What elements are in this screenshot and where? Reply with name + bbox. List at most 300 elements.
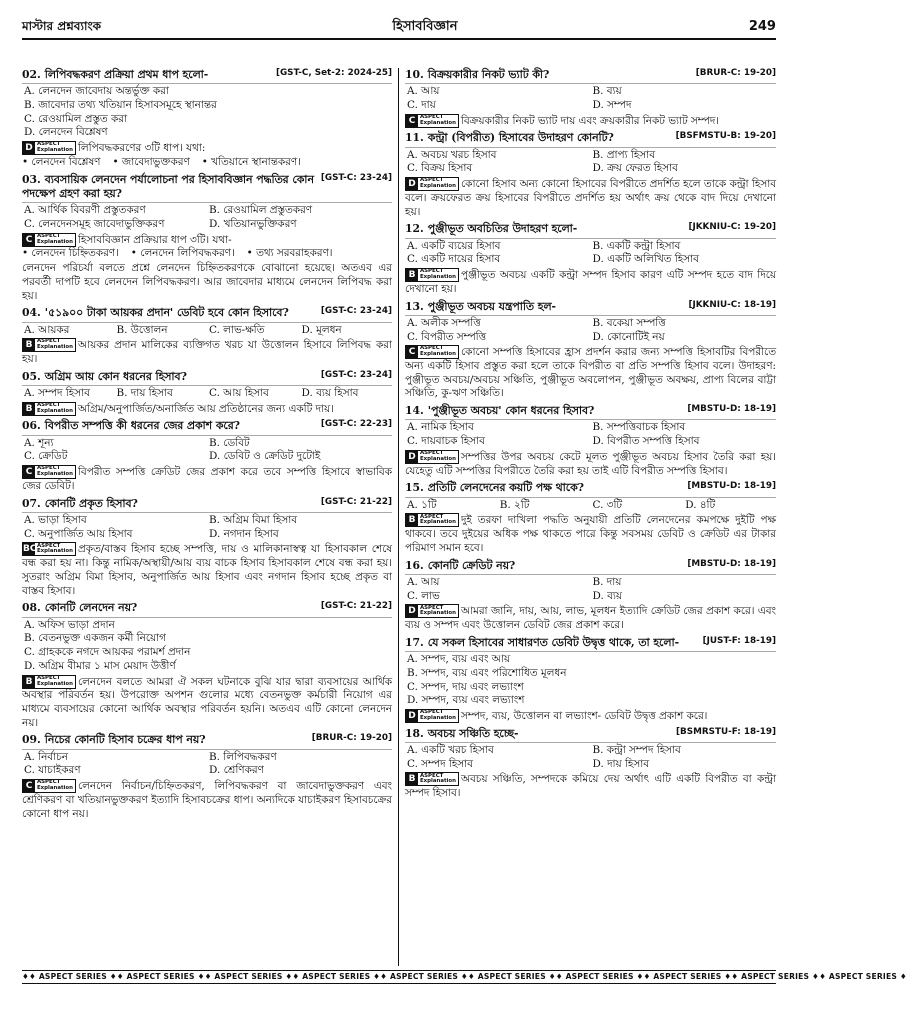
option: A. অফিস ভাড়া প্রদান xyxy=(24,618,115,631)
option: B. কন্ট্রা সম্পদ হিসাব xyxy=(592,743,681,756)
aspect-label-top: ASPECT xyxy=(37,232,61,239)
aspect-label-bottom: Explanation xyxy=(37,785,73,792)
question-text-wrap xyxy=(405,222,684,236)
question-block xyxy=(22,306,392,366)
explanation xyxy=(405,772,776,800)
aspect-label xyxy=(35,339,75,351)
options-list xyxy=(405,149,776,176)
aspect-label xyxy=(35,234,75,246)
options-list xyxy=(22,85,392,140)
bullet-item: • জাবেদাভুক্তকরণ xyxy=(112,155,190,168)
aspect-label-top: ASPECT xyxy=(420,177,444,184)
question-header xyxy=(22,306,392,322)
aspect-label xyxy=(418,606,458,618)
option: A. সম্পদ হিসাব xyxy=(24,387,90,399)
options-list xyxy=(405,576,776,603)
option: A. আর্থিক বিবরণী প্রস্তুতকরণ xyxy=(24,204,146,217)
option: C. গ্রাহককে নগদে আয়কর পরামর্শ প্রদান xyxy=(24,646,191,659)
question-number: 16. xyxy=(405,558,424,572)
option: B. সম্পদ, ব্যয় এবং পরিশোধিত মূলধন xyxy=(407,666,567,679)
option: D. লেনদেন বিশ্লেষণ xyxy=(24,126,108,139)
question-text: কোনটি ক্রেডিট নয়? xyxy=(427,558,516,572)
option: C. অনুপার্জিত আয় হিসাব xyxy=(24,527,133,540)
option: B. লিপিবদ্ধকরণ xyxy=(209,750,277,763)
option: B. সম্পত্তিবাচক হিসাব xyxy=(592,421,686,434)
question-header xyxy=(405,404,776,420)
explanation-text: অগ্রিম/অনুপার্জিত/অনার্জিত আয় প্রতিষ্ঠানের জন্য একটি দায়। xyxy=(77,402,334,415)
aspect-label-top: ASPECT xyxy=(37,338,61,345)
question-text: কোনটি লেনদেন নয়? xyxy=(44,601,138,615)
option: A. সম্পদ, ব্যয় এবং আয় xyxy=(407,653,511,666)
option: D. ৪টি xyxy=(685,498,716,511)
page-header xyxy=(22,16,776,40)
question-block xyxy=(405,727,776,801)
question-number: 05. xyxy=(22,369,41,383)
option: C. রেওয়ামিল প্রস্তুত করা xyxy=(24,112,128,125)
question-text: 'পুঞ্জীভূত অবচয়' কোন ধরনের হিসাব? xyxy=(427,404,595,418)
options-list xyxy=(22,751,392,778)
option: B. দায় হিসাব xyxy=(116,387,173,399)
aspect-label xyxy=(418,515,458,527)
option: D. ক্রয় ফেরত হিসাব xyxy=(592,162,678,175)
answer-badge xyxy=(405,268,459,282)
question-block xyxy=(405,68,776,128)
question-header xyxy=(405,636,776,652)
question-source: [BRUR-C: 19-20] xyxy=(311,733,392,744)
question-block xyxy=(22,68,392,170)
option: B. রেওয়ামিল প্রস্তুতকরণ xyxy=(209,204,313,217)
question-source: [GST-C: 21-22] xyxy=(320,496,392,507)
question-text-wrap xyxy=(405,727,672,741)
options-list xyxy=(22,514,392,541)
question-text: বিপরীত সম্পত্তি কী ধরনের জের প্রকাশ করে? xyxy=(44,419,240,433)
answer-badge xyxy=(405,114,459,128)
question-text-wrap xyxy=(405,636,699,650)
question-text: প্রতিটি লেনদেনের কয়টি পক্ষ থাকে? xyxy=(427,481,584,495)
question-header xyxy=(22,173,392,204)
answer-letter: B xyxy=(23,339,35,351)
explanation-text: প্রকৃত/বাস্তব হিসাব হচ্ছে সম্পত্তি, দায় ও মালিকানাস্বত্ব যা হিসাবকাল শেষে বন্ধ করা হয় না। কিন্তু নামিক/অস্থায়ী/আয় ব্যয় বাচক হিসাব হিসাবকাল শেষে বন্ধ করা হয়। সুতরাং অগ্রিম বিমা হিসাব, অনুপার্জিত আয় হিসাব এবং নগদান হিসাব হচ্ছে প্রকৃত বা বাস্তব হিসাব। xyxy=(22,543,392,597)
option: D. একটি অলিখিত হিসাব xyxy=(592,253,699,266)
explanation xyxy=(22,542,392,598)
option: A. আয়কর xyxy=(24,323,70,336)
explanation xyxy=(405,268,776,296)
answer-badge xyxy=(22,542,76,556)
left-column xyxy=(22,68,399,966)
explanation xyxy=(22,141,392,156)
answer-letter: D xyxy=(406,710,418,722)
option: B. ব্যয় xyxy=(592,85,622,98)
option: B. দায় xyxy=(592,575,622,588)
answer-letter: C xyxy=(23,466,35,478)
option: A. একটি ব্যয়ের হিসাব xyxy=(407,239,501,252)
question-text: অবচয় সঞ্চিতি হচ্ছে- xyxy=(427,726,519,740)
aspect-label-top: ASPECT xyxy=(37,674,61,681)
question-block xyxy=(405,559,776,633)
question-number: 13. xyxy=(405,299,424,313)
options-list xyxy=(405,499,776,513)
option: D. মূলধন xyxy=(301,323,342,336)
option: C. দায়বাচক হিসাব xyxy=(407,435,485,448)
question-number: 11. xyxy=(405,131,424,145)
question-source: [MBSTU-D: 18-19] xyxy=(687,558,776,569)
aspect-label-bottom: Explanation xyxy=(37,238,73,245)
option: D. খতিয়ানভুক্তিকরণ xyxy=(209,217,297,230)
options-list xyxy=(405,744,776,771)
question-text: কন্ট্রা (বিপরীত) হিসাবের উদাহরণ কোনটি? xyxy=(427,131,614,145)
aspect-label-bottom: Explanation xyxy=(420,119,456,126)
option: C. একটি দায়ের হিসাব xyxy=(407,253,501,266)
question-text-wrap xyxy=(405,68,692,82)
aspect-label-top: ASPECT xyxy=(37,465,61,472)
question-block xyxy=(22,601,392,730)
aspect-label xyxy=(35,780,75,792)
question-text: যে সকল হিসাবের সাধারণত ডেবিট উদ্বৃত্ত থাকে, তা হলো- xyxy=(427,635,680,649)
explanation-text: সম্পত্তির উপর অবচয় কেটে মূলত পুঞ্জীভূত অবচয় হিসাব তৈরি করা হয়। যেহেতু এটি সম্পত্তির বিপরীতে তৈরি করা হয় তাই এটি বিপরীত সম্পত্তি হিসাব। xyxy=(405,450,776,477)
question-header xyxy=(405,727,776,743)
explanation-text: বিক্রয়কারীর নিকট ভ্যাট দায় এবং ক্রয়কারীর নিকট ভ্যাট সম্পদ। xyxy=(460,114,720,127)
option: C. বিক্রয় হিসাব xyxy=(407,162,473,175)
question-block xyxy=(405,636,776,724)
question-header xyxy=(405,559,776,575)
question-number: 04. xyxy=(22,306,41,320)
explanation xyxy=(22,338,392,366)
question-number: 12. xyxy=(405,222,424,236)
aspect-label xyxy=(418,710,458,722)
explanation-text: লিপিবদ্ধকরণের ৩টি ধাপ। যথা: xyxy=(77,142,206,155)
aspect-label xyxy=(418,774,458,786)
question-block xyxy=(22,733,392,821)
option: A. ১টি xyxy=(407,498,437,511)
aspect-label xyxy=(35,466,75,478)
question-text: নিচের কোনটি হিসাব চক্রের ধাপ নয়? xyxy=(44,733,206,747)
question-number: 17. xyxy=(405,635,424,649)
explanation-text: লেনদেন নির্বাচন/চিহ্নিতকরণ, লিপিবদ্ধকরণ বা জাবেদাভুক্তকরণ এবং শ্রেণিকরণ বা খতিয়ানভুক্তকরণ ইত্যাদি হিসাবচক্রের ধাপ। অন্যদিকে যাচাইকরণ হিসাবচক্রের কোনো ধাপ নয়। xyxy=(22,780,392,820)
question-text-wrap xyxy=(22,173,317,202)
option: D. সম্পদ, ব্যয় এবং লভ্যাংশ xyxy=(407,694,525,707)
aspect-label-bottom: Explanation xyxy=(37,471,73,478)
explanation-extra: লেনদেন পরিচর্যা বলতে প্রশ্নে লেনদেন চিহ্নিতকরণকে বোঝানো হয়েছে। অতএব এর পরবর্তী দাপটি হবে লেনদেন লিপিবদ্ধকরণ। আর জাবেদার মাধ্যমে লেনদেন লিপিবদ্ধ করা হয়। xyxy=(22,262,392,302)
aspect-label-top: ASPECT xyxy=(420,604,444,611)
question-block xyxy=(22,419,392,493)
question-text-wrap xyxy=(405,404,683,418)
bullet-item: • লেনদেন লিপিবদ্ধকরণ। xyxy=(130,247,235,260)
answer-badge xyxy=(22,675,76,689)
option: B. বেতনভুক্ত একজন কর্মী নিয়োগ xyxy=(24,632,166,645)
aspect-label xyxy=(35,403,75,415)
question-source: [BRUR-C: 19-20] xyxy=(695,68,776,78)
explanation-text: দুই তরফা দাখিলা পদ্ধতি অনুযায়ী প্রতিটি লেনদেনের কমপক্ষে দুইটি পক্ষ থাকবে। তবে দুইয়ের অধিক পক্ষ থাকতে পারে কিন্তু সবসময় ডেবিট ও ক্রেডিট এর টাকার পরিমাণ সমান হবে। xyxy=(405,514,776,554)
aspect-label xyxy=(35,142,75,154)
bullet-item: • লেনদেন বিশ্লেষণ xyxy=(22,155,101,168)
explanation-text: অবচয় সঞ্চিতি, সম্পদকে কমিয়ে দেয় অর্থাৎ এটি একটি বিপরীত বা কন্ট্রা সম্পদ হিসাব। xyxy=(405,773,776,800)
question-text-wrap xyxy=(22,601,317,615)
answer-badge xyxy=(405,177,459,191)
option: A. ভাড়া হিসাব xyxy=(24,513,87,526)
aspect-label xyxy=(418,346,458,358)
bullet-item: • লেনদেন চিহ্নিতকরণ। xyxy=(22,247,119,260)
answer-badge xyxy=(405,513,459,527)
subject-title: হিসাববিজ্ঞান xyxy=(392,18,458,34)
question-header xyxy=(22,419,392,435)
explanation xyxy=(405,513,776,555)
question-header xyxy=(22,733,392,749)
question-block xyxy=(405,300,776,402)
answer-letter: B xyxy=(23,403,35,415)
aspect-label xyxy=(35,544,75,556)
answer-badge xyxy=(22,402,76,416)
question-source: [GST-C: 22-23] xyxy=(320,419,392,430)
question-source: [JUST-F: 18-19] xyxy=(702,635,776,646)
question-block xyxy=(405,481,776,555)
question-text-wrap xyxy=(405,300,684,314)
question-header xyxy=(22,68,392,84)
option: D. ব্যয় xyxy=(592,589,622,602)
aspect-label xyxy=(418,451,458,463)
bullet-list xyxy=(22,247,392,261)
explanation xyxy=(22,233,392,248)
answer-badge xyxy=(405,772,459,786)
answer-letter: BCD xyxy=(23,544,44,555)
question-source: [GST-C: 23-24] xyxy=(320,172,392,183)
option: A. একটি খরচ হিসাব xyxy=(407,743,494,756)
aspect-label-top: ASPECT xyxy=(420,345,444,352)
question-block xyxy=(405,404,776,478)
option: C. দায় xyxy=(407,98,436,111)
aspect-label-bottom: Explanation xyxy=(37,548,73,555)
options-list xyxy=(405,85,776,112)
question-number: 18. xyxy=(405,726,424,740)
option: D. বিপরীত সম্পত্তি হিসাব xyxy=(592,435,700,448)
explanation xyxy=(22,779,392,821)
question-block xyxy=(22,497,392,599)
question-text-wrap xyxy=(405,559,683,573)
explanation xyxy=(22,675,392,731)
option: B. উত্তোলন xyxy=(116,323,168,336)
option: B. বকেয়া সম্পত্তি xyxy=(592,316,666,329)
question-number: 06. xyxy=(22,419,41,433)
option: C. যাচাইকরণ xyxy=(24,764,81,777)
aspect-label-bottom: Explanation xyxy=(420,455,456,462)
aspect-label-top: ASPECT xyxy=(420,113,444,120)
answer-badge xyxy=(22,465,76,479)
question-header xyxy=(405,68,776,84)
question-source: [GST-C: 23-24] xyxy=(320,306,392,317)
question-text-wrap xyxy=(405,481,683,495)
options-list xyxy=(405,240,776,267)
answer-badge xyxy=(405,709,459,723)
question-text-wrap xyxy=(22,370,317,384)
aspect-label-bottom: Explanation xyxy=(420,519,456,526)
question-block xyxy=(22,173,392,304)
aspect-label xyxy=(35,676,75,688)
option: A. লেনদেন জাবেদায় অন্তর্ভুক্ত করা xyxy=(24,85,169,98)
aspect-label-top: ASPECT xyxy=(37,141,61,148)
answer-letter: B xyxy=(406,773,418,785)
aspect-label-top: ASPECT xyxy=(37,779,61,786)
question-number: 02. xyxy=(22,68,41,81)
option: A. নির্বাচন xyxy=(24,750,68,763)
option: C. লাভ xyxy=(407,589,440,602)
aspect-label-top: ASPECT xyxy=(420,450,444,457)
aspect-label-bottom: Explanation xyxy=(420,351,456,358)
option: C. সম্পদ হিসাব xyxy=(407,757,473,770)
option: D. ডেবিট ও ক্রেডিট দুটোই xyxy=(209,450,321,463)
explanation xyxy=(405,709,776,724)
answer-badge xyxy=(405,450,459,464)
explanation xyxy=(405,604,776,632)
question-block xyxy=(22,370,392,417)
explanation-text: লেনদেন বলতে আমরা ঐ সকল ঘটনাকে বুঝি যার দ্বারা ব্যবসায়ের আর্থিক অবস্থার পরিবর্তন হয়। উপরোক্ত অপশন গুলোর মধ্যে বেতনভুক্ত কর্মচারী নিয়োগ এর মাধ্যমে ব্যবসায়ের কোনো আর্থিক অবস্থার পরিবর্তন হয়নি। অতএব এটি কোনো লেনদেন নয়। xyxy=(22,675,392,729)
question-source: [GST-C: 23-24] xyxy=(320,369,392,380)
option: B. প্রাপ্য হিসাব xyxy=(592,148,655,161)
question-number: 15. xyxy=(405,481,424,495)
explanation-text: পুঞ্জীভূত অবচয় একটি কন্ট্রা সম্পদ হিসাব কারণ এটি সম্পদ হতে বাদ দিয়ে দেখানো হয়। xyxy=(405,269,776,295)
question-text: '৫১৯০০ টাকা আয়কর প্রদান' ডেবিট হবে কোন হিসাবে? xyxy=(44,306,289,320)
question-header xyxy=(22,601,392,617)
question-text: পুঞ্জীভূত অবচিতির উদাহরণ হলো- xyxy=(427,222,578,236)
question-text: পুঞ্জীভূত অবচয় যন্ত্রপাতি হল- xyxy=(427,299,556,313)
explanation-text: হিসাববিজ্ঞান প্রক্রিয়ার ধাপ ৩টি। যথা- xyxy=(77,233,232,246)
explanation xyxy=(405,345,776,401)
explanation-text: কোনো হিসাব অন্য কোনো হিসাবের বিপরীতে প্রদর্শিত হলে তাকে কন্ট্রা হিসাব বলে। ক্রয়ফেরত ক্রয় হিসাবের বিপরীতে প্রদর্শিত হয় অর্থাৎ ক্রয় থেকে বাদ দিয়ে দেখানো হয়। xyxy=(405,178,776,218)
question-number: 14. xyxy=(405,404,424,418)
options-list xyxy=(22,619,392,674)
answer-badge xyxy=(405,345,459,359)
answer-letter: D xyxy=(406,178,418,190)
answer-letter: B xyxy=(406,514,418,526)
option: C. লেনদেনসমূহ জাবেদাভুক্তিকরণ xyxy=(24,217,165,230)
option: D. অগ্রিম বীমার ১ মাস মেয়াদ উত্তীর্ণ xyxy=(24,659,176,672)
options-list xyxy=(22,324,392,338)
option: A. আয় xyxy=(407,85,440,98)
answer-letter: C xyxy=(23,234,35,246)
content-columns xyxy=(22,68,776,966)
explanation-text: সম্পদ, ব্যয়, উত্তোলন বা লভ্যাংশ- ডেবিট উদ্বৃত্ত প্রকাশ করে। xyxy=(460,709,708,722)
aspect-label xyxy=(418,115,458,127)
question-source: [GST-C, Set-2: 2024-25] xyxy=(275,68,392,78)
option: B. জাবেদার তথ্য খতিয়ান হিসাবসমূহে স্থানান্তর xyxy=(24,98,217,111)
bullet-item: • খতিয়ানে স্থানান্তকরণ। xyxy=(201,155,301,168)
option: D. ব্যয় হিসাব xyxy=(301,387,359,399)
options-list xyxy=(22,437,392,464)
question-header xyxy=(405,300,776,316)
answer-letter: B xyxy=(406,269,418,281)
aspect-label-top: ASPECT xyxy=(420,268,444,275)
question-number: 03. xyxy=(22,172,41,186)
question-source: [JKKNIU-C: 19-20] xyxy=(688,222,776,233)
option: C. ক্রেডিট xyxy=(24,450,68,463)
options-list xyxy=(22,204,392,231)
footer-banner: ♦♦ ASPECT SERIES ♦♦ ASPECT SERIES ♦♦ ASPECT SERIES ♦♦ ASPECT SERIES ♦♦ ASPECT SERIES ♦♦ ASPECT SERIES ♦♦ ASPECT SERIES ♦♦ ASPECT SERIES ♦♦ ASPECT SERIES ♦♦ ASPECT SERIES ♦ xyxy=(22,970,776,984)
option: D. দায় হিসাব xyxy=(592,757,650,770)
explanation-text: আমরা জানি, দায়, আয়, লাভ, মূলধন ইত্যাদি ক্রেডিট জের প্রকাশ করে। এবং ব্যয় ও সম্পদ এবং উত্তোলন ডেবিট জের প্রকাশ করে। xyxy=(405,605,776,632)
options-list xyxy=(405,653,776,708)
option: D. শ্রেণিকরণ xyxy=(209,764,264,777)
answer-letter: B xyxy=(23,676,35,688)
answer-letter: C xyxy=(406,115,418,127)
option: C. সম্পদ, দায় এবং লভ্যাংশ xyxy=(407,680,524,693)
question-number: 10. xyxy=(405,68,424,81)
explanation-text: বিপরীত সম্পত্তি ক্রেডিট জের প্রকাশ করে তবে সম্পত্তি হিসাবে স্বাভাবিক জের ডেবিট। xyxy=(22,466,392,492)
answer-badge xyxy=(22,338,76,352)
question-text: অগ্রিম আয় কোন ধরনের হিসাব? xyxy=(44,369,187,383)
explanation xyxy=(22,402,392,417)
question-source: [BSFMSTU-B: 19-20] xyxy=(675,131,776,142)
question-header xyxy=(405,222,776,238)
aspect-label-bottom: Explanation xyxy=(420,610,456,617)
aspect-label-bottom: Explanation xyxy=(37,344,73,351)
answer-letter: D xyxy=(23,142,35,154)
question-text-wrap xyxy=(22,497,317,511)
option: A. অবচয় খরচ হিসাব xyxy=(407,148,497,161)
option: C. ৩টি xyxy=(592,498,623,511)
answer-letter: D xyxy=(406,451,418,463)
explanation-text: আয়কর প্রদান মালিকের ব্যক্তিগত খরচ যা উত্তোলন হিসাবে লিপিবদ্ধ করা হয়। xyxy=(22,339,392,366)
option: D. নগদান হিসাব xyxy=(209,527,279,540)
option: D. সম্পদ xyxy=(592,98,632,111)
answer-badge xyxy=(22,779,76,793)
right-column xyxy=(399,68,776,966)
options-list xyxy=(405,421,776,448)
aspect-label-bottom: Explanation xyxy=(37,407,73,414)
question-text-wrap xyxy=(22,419,317,433)
explanation xyxy=(22,465,392,493)
option: B. অগ্রিম বিমা হিসাব xyxy=(209,513,298,526)
question-number: 08. xyxy=(22,601,41,615)
question-text: বিক্রয়কারীর নিকট ভ্যাট কী? xyxy=(427,68,550,81)
answer-letter: C xyxy=(23,780,35,792)
aspect-label xyxy=(418,178,458,190)
question-header xyxy=(22,497,392,513)
aspect-label-bottom: Explanation xyxy=(420,274,456,281)
question-header xyxy=(405,481,776,497)
question-source: [BSMRSTU-F: 18-19] xyxy=(676,726,776,737)
question-number: 07. xyxy=(22,496,41,510)
bullet-item: • তথ্য সরবরাহকরণ। xyxy=(246,247,333,260)
question-source: [MBSTU-D: 18-19] xyxy=(687,481,776,492)
question-block xyxy=(405,131,776,219)
aspect-label-bottom: Explanation xyxy=(420,183,456,190)
explanation xyxy=(405,177,776,219)
aspect-label-top: ASPECT xyxy=(37,401,61,408)
question-source: [GST-C: 21-22] xyxy=(320,601,392,612)
bullet-list xyxy=(22,156,392,170)
answer-badge xyxy=(405,604,459,618)
page-number: 249 xyxy=(748,18,776,34)
aspect-label-bottom: Explanation xyxy=(420,714,456,721)
option: A. অলীক সম্পত্তি xyxy=(407,316,481,329)
option: B. ডেবিট xyxy=(209,436,250,449)
aspect-label-top: ASPECT xyxy=(420,709,444,716)
question-number: 09. xyxy=(22,733,41,747)
option: A. শূন্য xyxy=(24,436,54,449)
question-text-wrap xyxy=(22,733,308,747)
question-text-wrap xyxy=(22,306,317,320)
explanation-text: কোনো সম্পত্তি হিসাবের হ্রাস প্রদর্শন করার জন্য সম্পত্তি হিসাবটির বিপরীতে অন্য একটি হিসাব প্রস্তুত করা হলে তাকে বিপরীত বা প্রতি সম্পত্তি হিসাব বলে। উদাহরণ: পুঞ্জীভূত অবচয়/অবচয় সঞ্চিতি, পুঞ্জীভূত অবলোপন, পুঞ্জীভূত অবক্ষয়, প্রাপ্য বিলের বাট্টা সঞ্চিতি, কু-ঋণ সঞ্চিতি। xyxy=(405,346,776,400)
option: C. বিপরীত সম্পত্তি xyxy=(407,330,487,343)
aspect-label-top: ASPECT xyxy=(420,513,444,520)
book-title: মাস্টার প্রশ্নব্যাংক xyxy=(22,19,102,34)
option: D. কোনোটিই নয় xyxy=(592,330,665,343)
answer-letter: C xyxy=(406,346,418,358)
aspect-label-bottom: Explanation xyxy=(37,680,73,687)
aspect-label-top: ASPECT xyxy=(37,542,61,549)
option: C. লাভ-ক্ষতি xyxy=(209,323,265,336)
answer-badge xyxy=(22,141,76,155)
question-text-wrap xyxy=(405,131,672,145)
explanation xyxy=(405,450,776,478)
